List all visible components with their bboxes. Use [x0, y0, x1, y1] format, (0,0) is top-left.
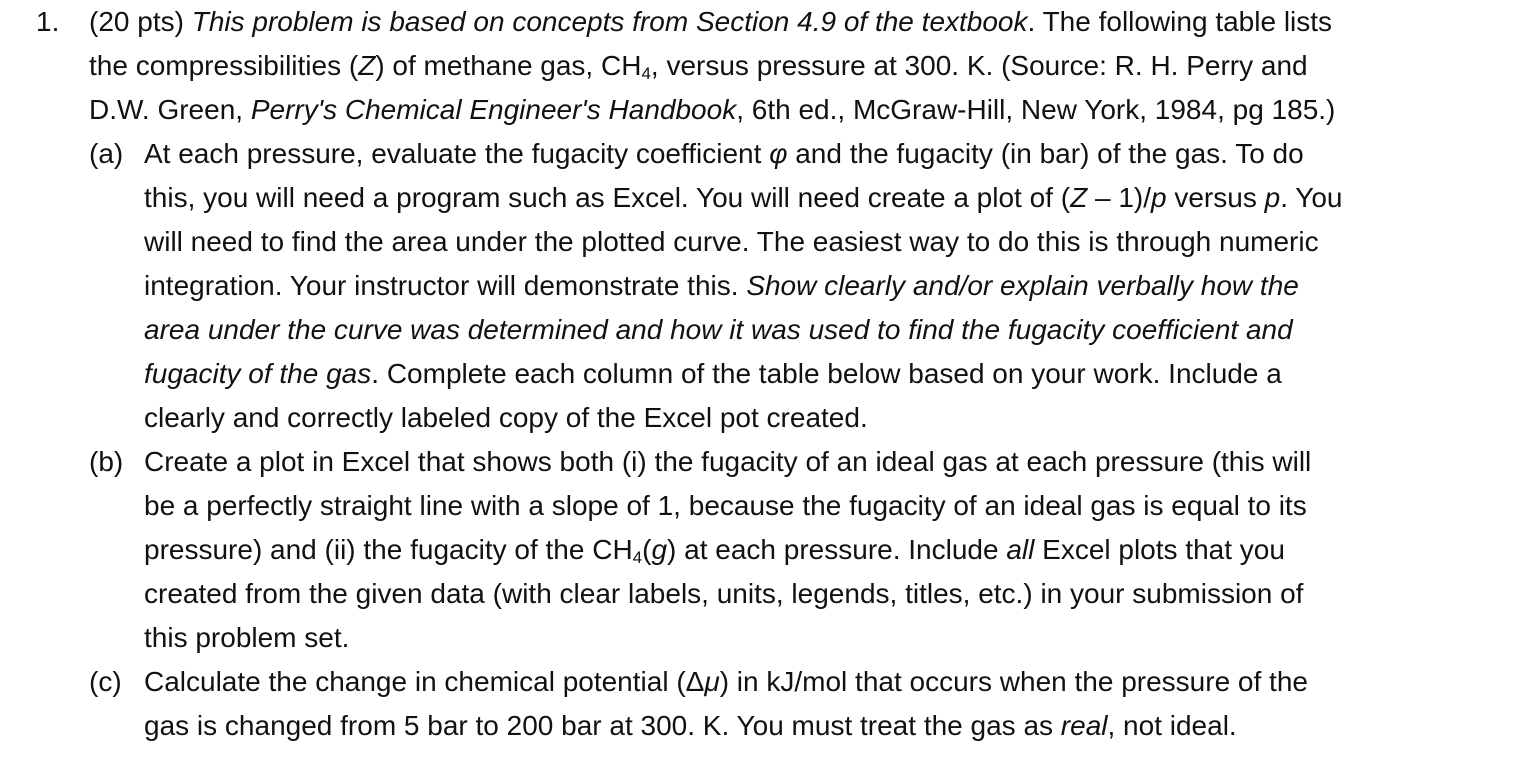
stem-text: , versus pressure at 300. K. (Source: R. H. Perry and [650, 50, 1308, 81]
book-title: Perry's Chemical Engineer's Handbook [250, 94, 737, 125]
part-b-line-5 [144, 616, 1496, 660]
part-c-text: , not ideal. [1107, 710, 1237, 741]
part-a-text: this, you will need a program such as Excel. You will need create a plot of ( [144, 182, 1071, 213]
part-b-text: this problem set. [144, 622, 350, 653]
part-a-text: and the fugacity (in bar) of the gas. To do [787, 138, 1304, 169]
stem-italic: This problem is based on concepts from Section 4.9 of the textbook [191, 6, 1028, 37]
part-c-text: gas is changed from 5 bar to 200 bar at 300. K. You must treat the gas as [144, 710, 1061, 741]
part-b-text: ( [642, 534, 652, 565]
symbol-p: p [1151, 182, 1167, 213]
part-a-text: – 1)/ [1087, 182, 1151, 213]
part-a-line-2 [144, 176, 1496, 220]
part-a-line-3 [144, 220, 1496, 264]
emphasis-all: all [1006, 534, 1035, 565]
symbol-z: Z [358, 50, 376, 81]
points: (20 pts) [89, 6, 184, 37]
problem-number: 1. [36, 6, 60, 37]
part-a-text: At each pressure, evaluate the fugacity coefficient [144, 138, 770, 169]
symbol-mu: μ [704, 666, 720, 697]
part-b-text: pressure) and (ii) the fugacity of the CH [144, 534, 633, 565]
part-c-text: Calculate the change in chemical potential (Δ [144, 666, 705, 697]
part-a-text: . You [1280, 182, 1343, 213]
part-b-text: Excel plots that you [1034, 534, 1285, 565]
subscript: 4 [632, 548, 643, 567]
symbol-g: g [651, 534, 668, 565]
part-c-line-1 [36, 660, 1496, 704]
part-b-text: ) at each pressure. Include [667, 534, 1007, 565]
stem-text: . The following table lists [1027, 6, 1333, 37]
part-b-text: Create a plot in Excel that shows both (i) the fugacity of an ideal gas at each pressure (this will [144, 446, 1312, 477]
part-a-italic: fugacity of the gas [144, 358, 372, 389]
part-a-line-6 [144, 352, 1496, 396]
part-b-line-4 [144, 572, 1496, 616]
part-a-line-5 [144, 308, 1496, 352]
stem-text: , 6th ed., McGraw-Hill, New York, 1984, pg 185.) [736, 94, 1336, 125]
part-b-line-2 [144, 484, 1496, 528]
part-c-label: (c) [89, 666, 122, 697]
stem-line-2 [89, 44, 1496, 88]
emphasis-real: real [1060, 710, 1108, 741]
part-c-line-2 [144, 704, 1496, 748]
symbol-phi: φ [769, 138, 788, 169]
part-a-line-4 [144, 264, 1496, 308]
stem-line-3 [89, 88, 1496, 132]
part-a-italic: area under the curve was determined and how it was used to find the fugacity coefficient and [144, 314, 1293, 345]
stem-line-1 [36, 0, 1496, 44]
part-a-text: integration. Your instructor will demonstrate this. [144, 270, 747, 301]
part-a-line-1 [36, 132, 1496, 176]
symbol-z: Z [1070, 182, 1088, 213]
part-a-text: . Complete each column of the table below based on your work. Include a [371, 358, 1282, 389]
part-b-line-3 [144, 528, 1496, 572]
part-b-line-1 [36, 440, 1496, 484]
part-b-text: be a perfectly straight line with a slope of 1, because the fugacity of an ideal gas is equal to its [144, 490, 1307, 521]
part-b-label: (b) [89, 446, 124, 477]
subscript: 4 [641, 64, 651, 83]
stem-text: ) of methane gas, CH [375, 50, 642, 81]
part-a-text: versus [1166, 182, 1265, 213]
part-a-italic: Show clearly and/or explain verbally how the [746, 270, 1299, 301]
part-a-label: (a) [89, 138, 124, 169]
part-a-text: will need to find the area under the plotted curve. The easiest way to do this is through numeric [144, 226, 1319, 257]
problem-1 [36, 0, 1496, 748]
symbol-p: p [1264, 182, 1281, 213]
stem-text: the compressibilities ( [89, 50, 359, 81]
part-a-text: clearly and correctly labeled copy of the Excel pot created. [144, 402, 868, 433]
part-c-text: ) in kJ/mol that occurs when the pressure of the [719, 666, 1308, 697]
stem-text: D.W. Green, [89, 94, 251, 125]
part-b-text: created from the given data (with clear labels, units, legends, titles, etc.) in your submission of [144, 578, 1304, 609]
part-a-line-7 [144, 396, 1496, 440]
